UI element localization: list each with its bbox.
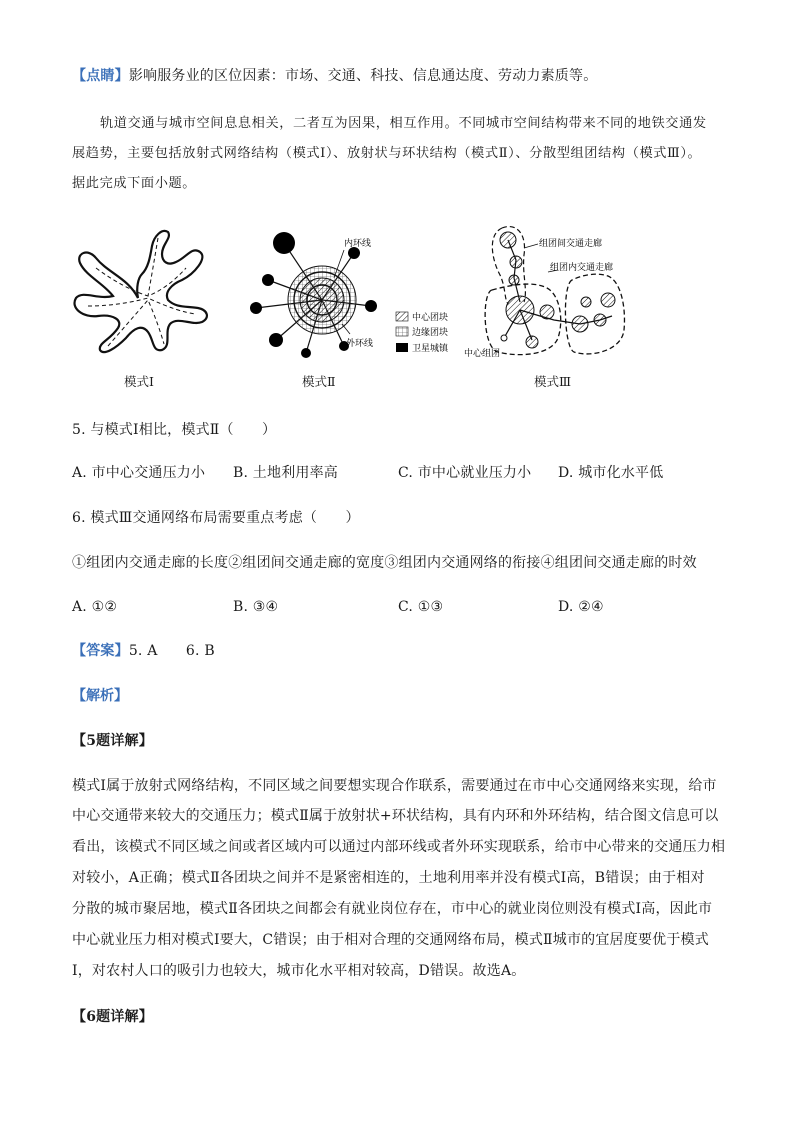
intro-line-1: 轨道交通与城市空间息息相关，二者互为因果，相互作用。不同城市空间结构带来不同的地铁交通发 (100, 116, 707, 131)
answer-line (72, 641, 215, 661)
mode3-node (501, 335, 507, 341)
caption-mode2: 模式Ⅱ (302, 374, 336, 389)
detail5-tag: 【5题详解】 (72, 733, 153, 749)
legend-satellite-swatch (396, 343, 408, 352)
intro-line-2: 展趋势，主要包括放射式网络结构（模式Ⅰ）、放射状与环状结构（模式Ⅱ）、分散型组团结构（模式Ⅲ）。 (72, 146, 702, 161)
tip-line (72, 66, 597, 86)
intra-corridor-label: 组团内交通走廊 (550, 263, 614, 273)
legend-satellite: 卫星城镇 (412, 344, 449, 354)
detail5-line-7: Ⅰ，对农村人口的吸引力也较大，城市化水平相对较高，D错误。故选A。 (72, 963, 526, 979)
q5-option-c: C. 市中心就业压力小 (398, 465, 532, 481)
mode2-legend (396, 311, 449, 354)
q5-option-a: A. 市中心交通压力小 (72, 465, 206, 481)
q5-option-d: D. 城市化水平低 (558, 465, 664, 481)
q5-option-b: B. 土地利用率高 (233, 465, 338, 481)
mode1-diagram (68, 228, 218, 358)
detail5-line-3: 看出，该模式不同区域之间或者区域内可以通过内部环线或者外环实现联系，给市中心带来的交通压力相 (72, 839, 726, 855)
legend-center: 中心团块 (412, 313, 449, 323)
intro-line-3: 据此完成下面小题。 (72, 176, 197, 191)
mode1-outline (75, 231, 207, 352)
legend-center-swatch (396, 312, 408, 321)
analysis-tag: 【解析】 (72, 688, 128, 704)
outer-ring-label: 外环线 (346, 339, 374, 349)
q6-items: ①组团内交通走廊的长度②组团间交通走廊的宽度③组团内交通网络的衔接④组团间交通走廊的时效 (72, 555, 697, 571)
mode3-right-group (565, 274, 624, 354)
q5-stem: 5. 与模式Ⅰ相比，模式Ⅱ（ ） (72, 422, 277, 438)
detail5-line-1: 模式Ⅰ属于放射式网络结构，不同区域之间要想实现合作联系，需要通过在市中心交通网络来实现，给市 (72, 778, 717, 794)
inter-corridor-label: 组团间交通走廊 (539, 239, 603, 249)
q6-option-a: A. ①② (72, 599, 118, 615)
q6-option-d: D. ②④ (558, 599, 604, 615)
q6-option-c: C. ①③ (398, 599, 444, 615)
center-group-label: 中心组团 (464, 349, 501, 359)
detail6-tag: 【6题详解】 (72, 1009, 153, 1025)
answer-tag: 【答案】 (72, 643, 129, 659)
mode1-lines (88, 238, 196, 346)
q6-option-b: B. ③④ (233, 599, 279, 615)
detail5-line-2: 中心交通带来较大的交通压力；模式Ⅱ属于放射状+环状结构，具有内环和外环结构，结合图文信息可以 (72, 808, 719, 824)
mode2-diagram (246, 228, 476, 368)
legend-edge: 边缘团块 (412, 328, 449, 338)
q6-stem: 6. 模式Ⅲ交通网络布局需要重点考虑（ ） (72, 510, 360, 526)
caption-mode3: 模式Ⅲ (534, 374, 572, 389)
detail5-line-5: 分散的城市聚居地，模式Ⅱ各团块之间都会有就业岗位存在，市中心的就业岗位则没有模式Ⅰ高，因此市 (72, 901, 713, 917)
tip-text: 影响服务业的区位因素：市场、交通、科技、信息通达度、劳动力素质等。 (128, 68, 598, 84)
detail5-line-6: 中心就业压力相对模式Ⅰ要大，C错误；由于相对合理的交通网络布局，模式Ⅱ城市的宜居度要优于模式 (72, 932, 709, 948)
mode3-links (504, 240, 612, 340)
answer-text: 5. A 6. B (128, 643, 215, 659)
legend-edge-swatch (396, 327, 408, 336)
tip-tag: 【点睛】 (72, 68, 129, 84)
detail5-line-4: 对较小，A正确；模式Ⅱ各团块之间并不是紧密相连的，土地利用率并没有模式Ⅰ高，B错误；由于相对 (72, 870, 705, 886)
mode3-diagram (462, 220, 632, 370)
inner-ring-label: 内环线 (344, 239, 372, 249)
caption-mode1: 模式Ⅰ (124, 374, 154, 389)
